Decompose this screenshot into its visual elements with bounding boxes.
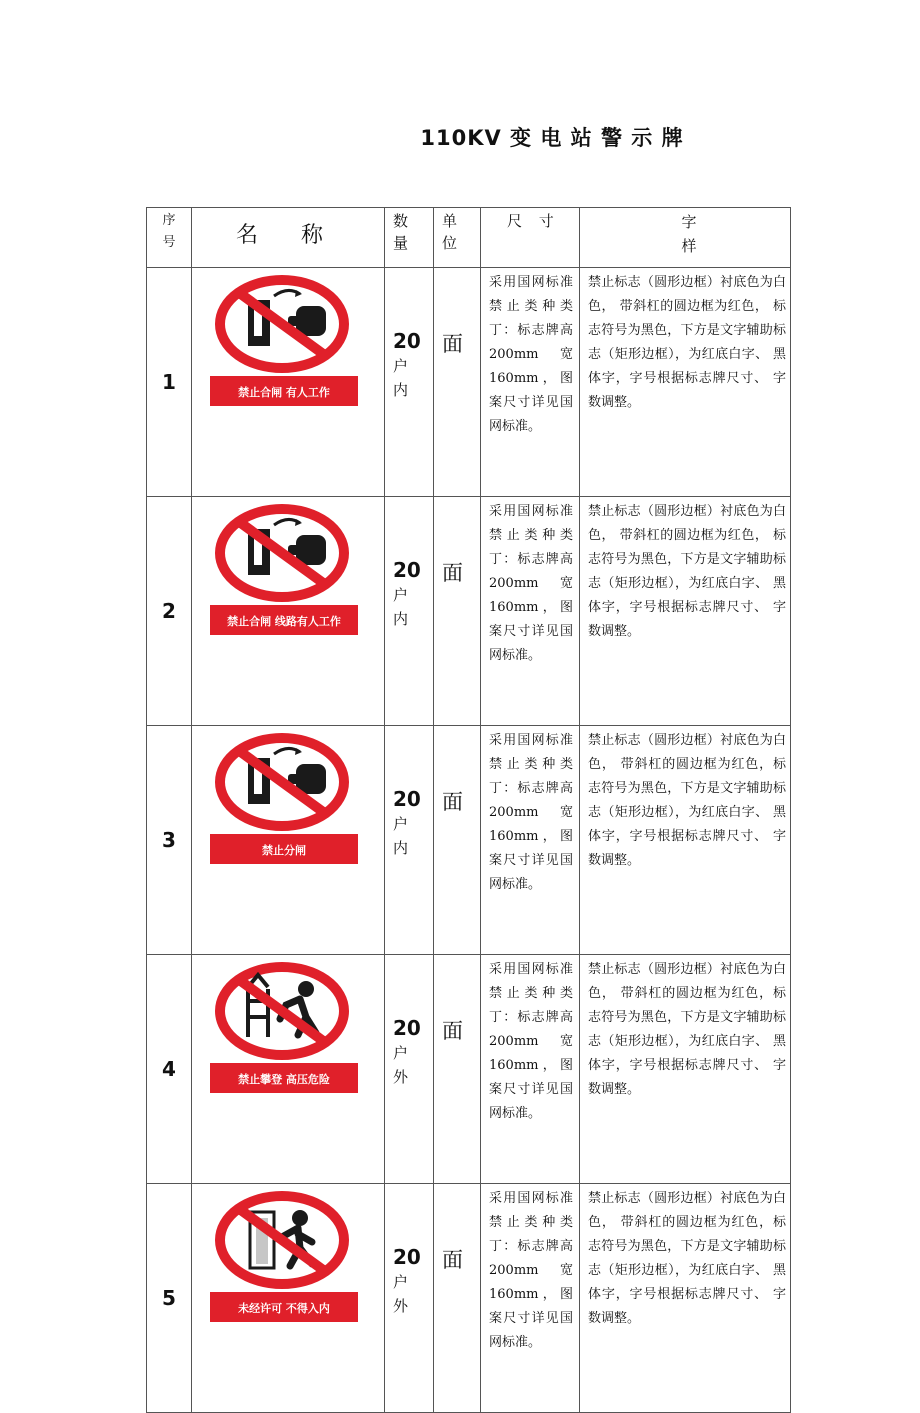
unit-cell: 面 (434, 955, 481, 1184)
location-line1: 户 (393, 357, 409, 375)
sign-image-cell (192, 497, 385, 726)
quantity-cell (385, 268, 434, 497)
location-line1: 户 (393, 815, 409, 833)
sign-caption: 禁止攀登 高压危险 (238, 1073, 330, 1086)
sign-caption: 禁止分闸 (262, 844, 306, 857)
size-cell: 采用国网标准禁止类种类丁：标志牌高 200mm 宽 160mm，图案尺寸详见国网标准。 (481, 268, 580, 497)
row-index: 2 (147, 497, 192, 726)
quantity-value: 20 (393, 329, 421, 353)
signs-table (146, 207, 791, 1413)
quantity-cell (385, 1184, 434, 1413)
sign-image-cell (192, 268, 385, 497)
quantity-value: 20 (393, 787, 421, 811)
header-index: 序号 (147, 208, 192, 268)
location-line2: 内 (393, 610, 409, 628)
header-unit: 单位 (434, 208, 481, 268)
description-cell: 禁止标志（圆形边框）衬底色为白色， 带斜杠的圆边框为红色，标志符号为黑色，下方是文字辅助标志（矩形边框），为红底白字、 黑体字，字号根据标志牌尺寸、 字数调整。 (580, 726, 791, 955)
location-line1: 户 (393, 1044, 409, 1062)
quantity-cell (385, 955, 434, 1184)
size-cell: 采用国网标准禁止类种类丁：标志牌高 200mm 宽 160mm，图案尺寸详见国网标准。 (481, 1184, 580, 1413)
prohibition-sign-image (204, 501, 364, 641)
table-row (147, 955, 791, 1184)
location-line2: 外 (393, 1068, 409, 1086)
description-cell: 禁止标志（圆形边框）衬底色为白色， 带斜杠的圆边框为红色，标志符号为黑色，下方是文字辅助标志（矩形边框），为红底白字、 黑体字，字号根据标志牌尺寸、 字数调整。 (580, 1184, 791, 1413)
page-title: 110KV 变 电 站 警 示 牌 (420, 126, 684, 150)
table-header-row (147, 208, 791, 268)
quantity-cell (385, 497, 434, 726)
row-index: 5 (147, 1184, 192, 1413)
table-row (147, 497, 791, 726)
sign-caption: 禁止合闸 线路有人工作 (227, 615, 341, 628)
quantity-value: 20 (393, 1245, 421, 1269)
unit-cell: 面 (434, 726, 481, 955)
quantity-cell (385, 726, 434, 955)
size-cell: 采用国网标准禁止类种类丁：标志牌高 200mm 宽 160mm，图案尺寸详见国网标准。 (481, 497, 580, 726)
row-index: 3 (147, 726, 192, 955)
prohibition-sign-image (204, 272, 364, 412)
location-line1: 户 (393, 586, 409, 604)
table-row (147, 1184, 791, 1413)
sign-image-cell (192, 955, 385, 1184)
prohibition-sign-image (204, 730, 364, 870)
sign-caption: 未经许可 不得入内 (238, 1302, 330, 1315)
description-cell: 禁止标志（圆形边框）衬底色为白色， 带斜杠的圆边框为红色，标志符号为黑色，下方是文字辅助标志（矩形边框），为红底白字、 黑体字，字号根据标志牌尺寸、 字数调整。 (580, 955, 791, 1184)
description-cell: 禁止标志（圆形边框）衬底色为白色， 带斜杠的圆边框为红色， 标志符号为黑色，下方是文字辅助标志（矩形边框），为红底白字、 黑体字，字号根据标志牌尺寸、 字数调整。 (580, 268, 791, 497)
location-line2: 内 (393, 381, 409, 399)
table-row (147, 726, 791, 955)
sign-image-cell (192, 726, 385, 955)
sign-image-cell (192, 1184, 385, 1413)
unit-cell: 面 (434, 268, 481, 497)
header-name: 名 称 (192, 208, 385, 268)
location-line1: 户 (393, 1273, 409, 1291)
description-cell: 禁止标志（圆形边框）衬底色为白色， 带斜杠的圆边框为红色， 标志符号为黑色，下方是文字辅助标志（矩形边框），为红底白字、 黑体字，字号根据标志牌尺寸、 字数调整。 (580, 497, 791, 726)
header-style-line2: 样 (681, 237, 697, 255)
location-line2: 外 (393, 1297, 409, 1315)
unit-cell: 面 (434, 497, 481, 726)
row-index: 4 (147, 955, 192, 1184)
size-cell: 采用国网标准禁止类种类丁：标志牌高 200mm 宽 160mm，图案尺寸详见国网标准。 (481, 726, 580, 955)
location-line2: 内 (393, 839, 409, 857)
header-style-line1: 字 (681, 213, 697, 231)
table-row (147, 268, 791, 497)
sign-caption: 禁止合闸 有人工作 (238, 386, 330, 399)
quantity-value: 20 (393, 1016, 421, 1040)
header-quantity: 数量 (385, 208, 434, 268)
size-cell: 采用国网标准禁止类种类丁：标志牌高 200mm 宽 160mm，图案尺寸详见国网标准。 (481, 955, 580, 1184)
prohibition-sign-image (204, 959, 364, 1099)
prohibition-sign-image (204, 1188, 364, 1328)
unit-cell: 面 (434, 1184, 481, 1413)
quantity-value: 20 (393, 558, 421, 582)
header-size: 尺 寸 (481, 208, 580, 268)
row-index: 1 (147, 268, 192, 497)
header-style (580, 208, 791, 268)
